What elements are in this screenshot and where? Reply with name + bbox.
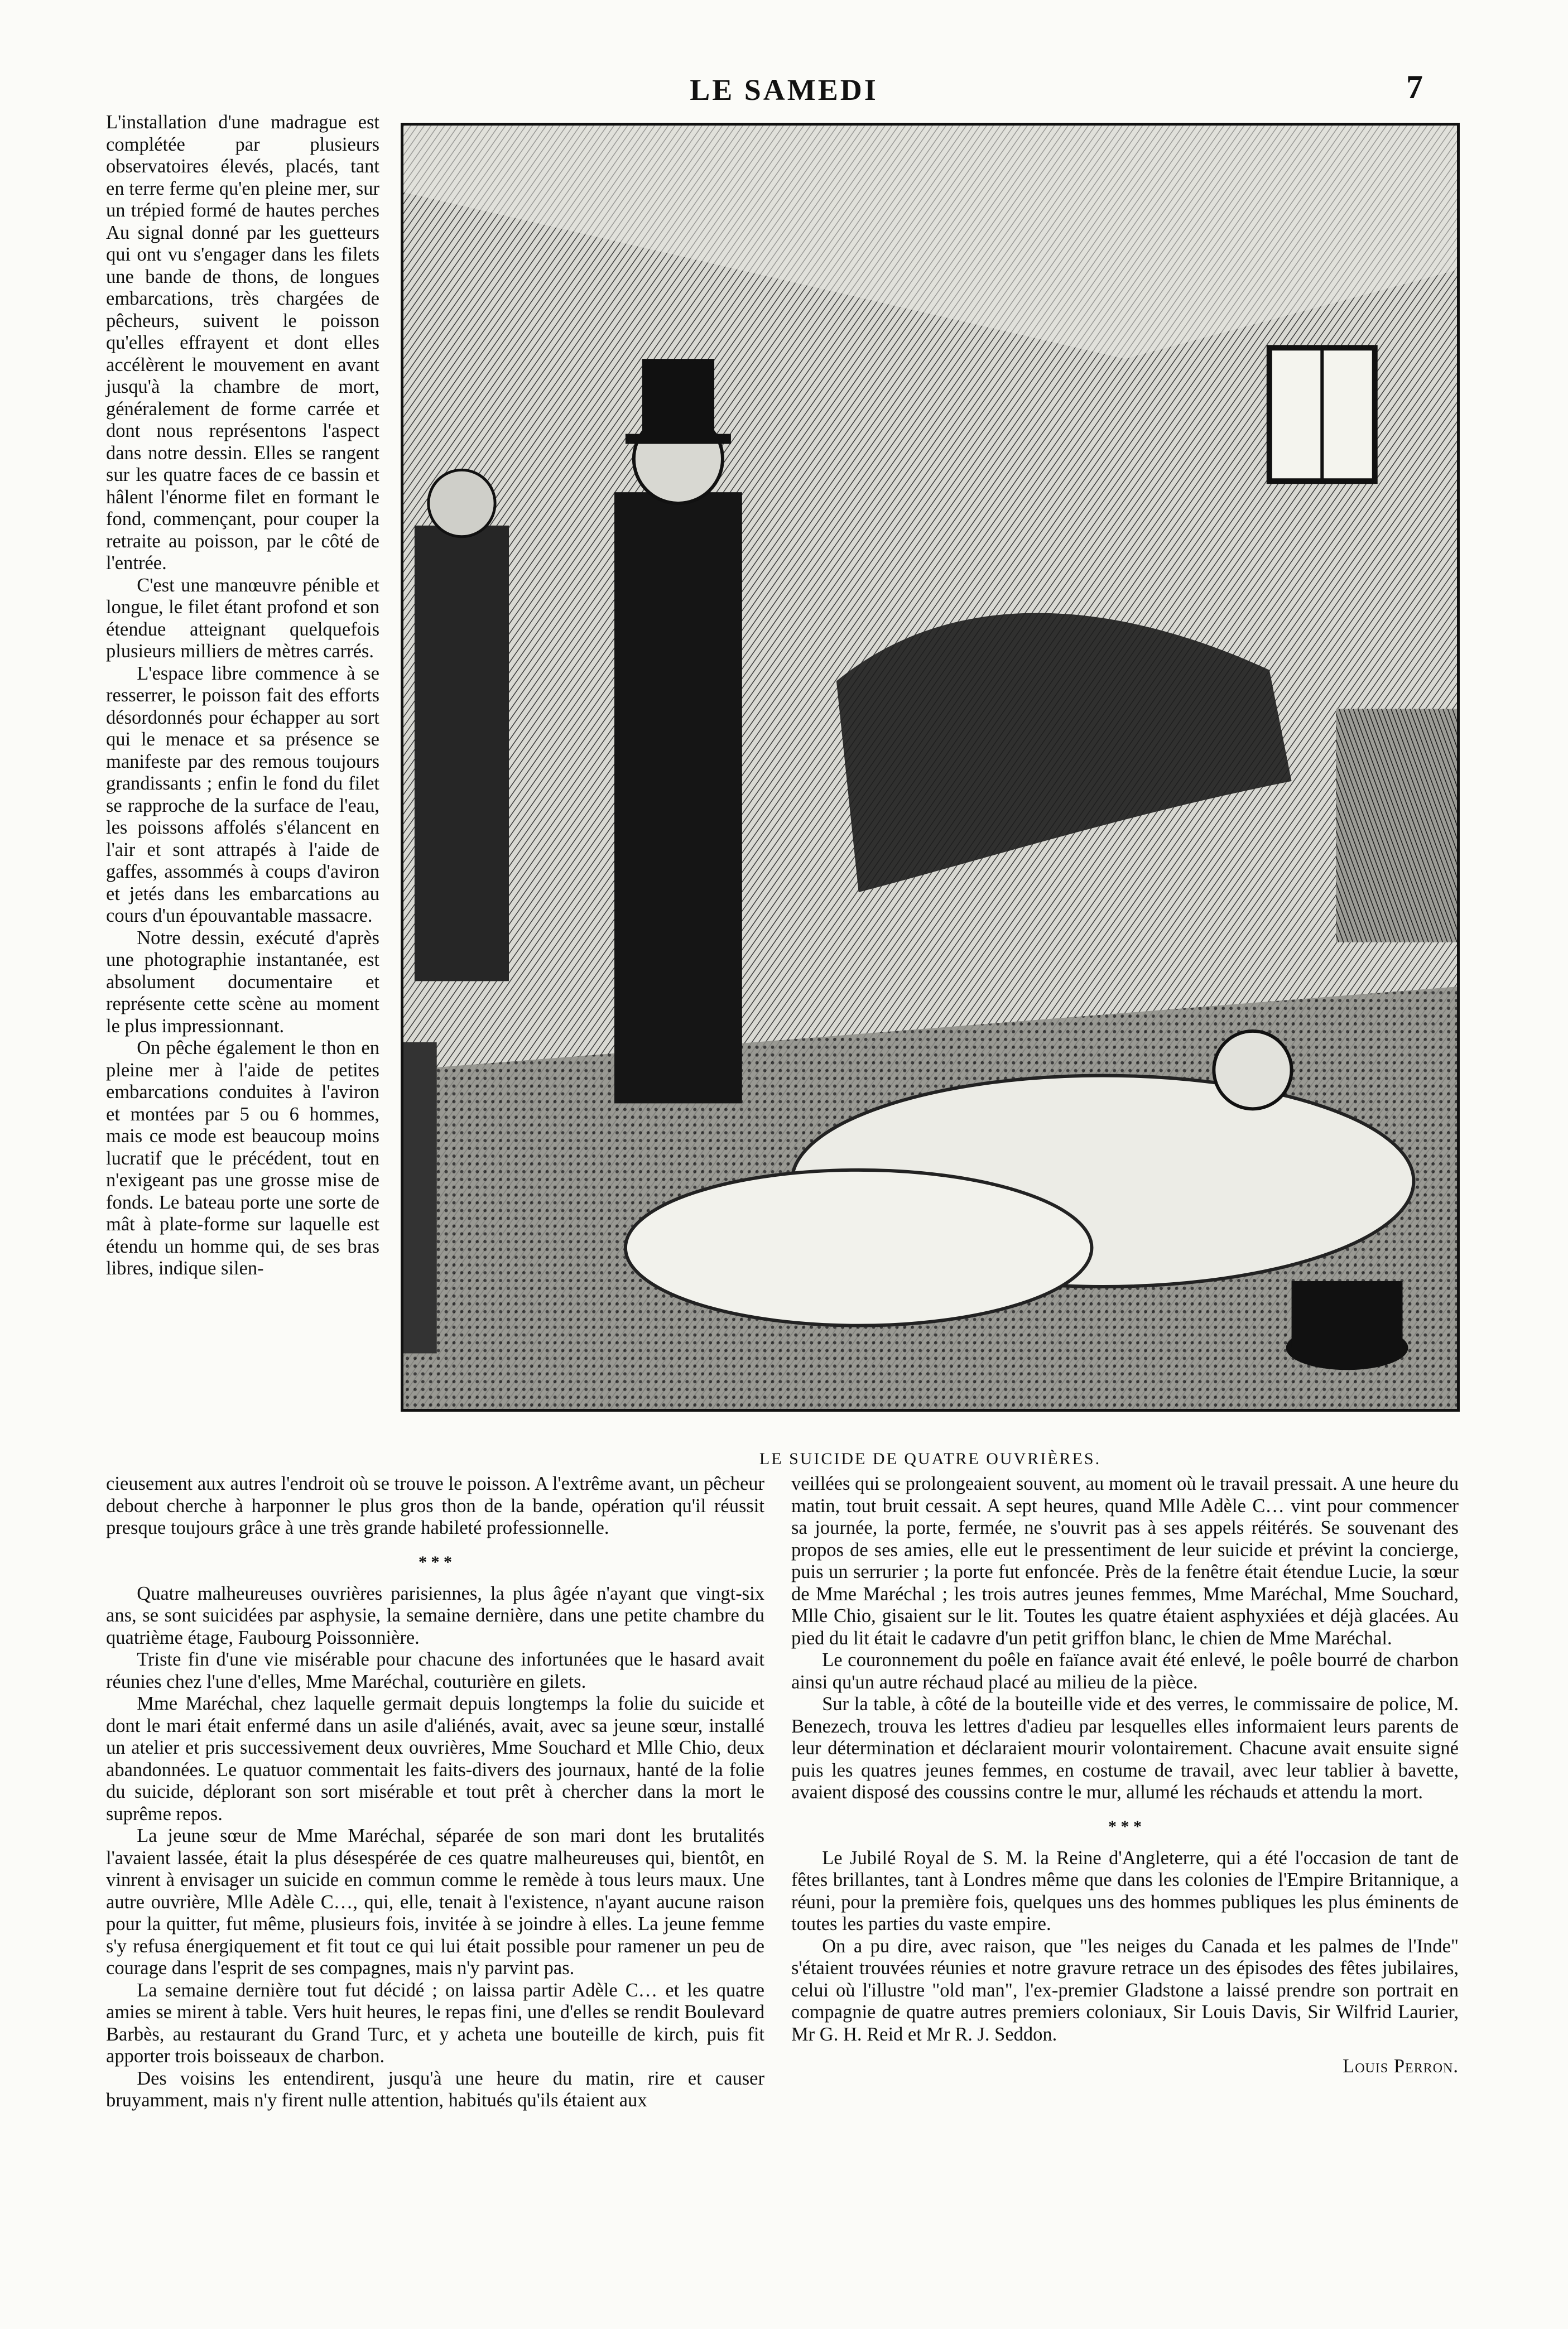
article-paragraph: On a pu dire, avec raison, que "les neiges du Canada et les palmes de l'Inde" s'étaient trouvées réunies et notre gravure retrace un des épisodes des fêtes jubilaires, celui où l'illustre "old man", l'ex-premier Gladstone a laissé prendre son portrait en compagnie de quatre autres premiers coloniaux, Sir Louis Davis, Sir Wilfrid Laurier, Mr G. H. Reid et Mr R. J. Seddon. bbox=[791, 1935, 1459, 2045]
article-paragraph: L'installation d'une madrague est complétée par plusieurs observatoires élevés, placés, tant en terre ferme qu'en pleine mer, sur un trépied formé de hautes perches Au signal donné par les guetteurs qui ont vu s'engager dans les filets une bande de thons, de longues embarcations, très chargées de pêcheurs, suivent le poisson qu'elles effrayent et dont elles accélèrent le mouvement en avant jusqu'à la chambre de mort, généralement de forme carrée et dont nous représentons l'aspect dans notre dessin. Elles se rangent sur les quatre faces de ce bassin et hâlent l'énorme filet en formant le fond, commençant, pour couper la retraite au poisson, par le côté de l'entrée. bbox=[106, 112, 379, 574]
article-paragraph: L'espace libre commence à se resserrer, le poisson fait des efforts désordonnés pour échapper au sort qui le menace et sa présence se manifeste par des remous toujours grandissants ; enfin le fond du filet se rapproche de la surface de l'eau, les poissons affolés s'élancent en l'air et sont attrapés à l'aide de gaffes, assommés à coups d'aviron et jetés dans les embarcations au cours d'un épouvantable massacre. bbox=[106, 662, 379, 926]
illustration-caption: LE SUICIDE DE QUATRE OUVRIÈRES. bbox=[759, 1450, 1102, 1468]
lower-left-column bbox=[106, 1473, 764, 2112]
article-paragraph: Notre dessin, exécuté d'après une photographie instantanée, est absolument documentaire et représente cette scène au moment le plus impressionnant. bbox=[106, 927, 379, 1037]
standing-figure bbox=[415, 526, 509, 981]
lower-right-column bbox=[791, 1473, 1459, 2078]
page-number: 7 bbox=[1406, 69, 1423, 105]
article-paragraph: La semaine dernière tout fut décidé ; on laissa partir Adèle C… et les quatre amies se mirent à table. Vers huit heures, le repas fini, une d'elles se rendit Boulevard Barbès, au restaurant du Grand Turc, et y acheta une bouteille de kirch, puis fit apporter trois boisseaux de charbon. bbox=[106, 1979, 764, 2067]
lying-figure bbox=[626, 1170, 1092, 1326]
left-column bbox=[106, 112, 379, 1280]
running-head-title: LE SAMEDI bbox=[690, 73, 878, 107]
article-paragraph: La jeune sœur de Mme Maréchal, séparée de son mari dont les brutalités l'avaient lassée, était la plus désespérée de ces quatre malheureuses qui, bientôt, en vinrent à envisager un suicide en commun comme le remède à tous leurs maux. Une autre ouvrière, Mlle Adèle C…, qui, elle, tenait à l'existence, n'ayant aucune raison pour la quitter, fut même, plusieurs fois, invitée à se joindre à elles. La jeune femme s'y refusa énergiquement et fit tout ce qui lui était possible pour ramener un peu de courage dans l'esprit de ses compagnes, mais n'y parvint pas. bbox=[106, 1825, 764, 1979]
standing-figure bbox=[614, 492, 742, 1103]
article-paragraph: veillées qui se prolongeaient souvent, au moment où le travail pressait. A une heure du matin, tout bruit cessait. A sept heures, quand Mlle Adèle C… vint pour commencer sa journée, la porte, fermée, ne s'ouvrit pas à ses appels réitérés. Se souvenant des propos de ses amies, elle eut le pressentiment de leur suicide et prévint la concierge, puis un serrurier ; la porte fut enfoncée. Près de la fenêtre était étendue Lucie, la sœur de Mme Maréchal ; les trois autres jeunes femmes, Mme Maréchal, Mme Souchard, Mlle Chio, gisaient sur le lit. Toutes les quatre étaient asphyxiées et déjà glacées. Au pied du lit était le cadavre d'un petit griffon blanc, le chien de Mme Maréchal. bbox=[791, 1473, 1459, 1649]
article-paragraph: Des voisins les entendirent, jusqu'à une heure du matin, rire et causer bruyamment, mais n'y firent nulle attention, habitués qu'ils étaient aux bbox=[106, 2067, 764, 2111]
article-continuation: cieusement aux autres l'endroit où se trouve le poisson. A l'extrême avant, un pêcheur debout cherche à harponner le plus gros thon de la bande, opération qu'il réussit presque toujours grâce à une très grande habileté professionnelle. bbox=[106, 1473, 764, 1538]
engraving-scene bbox=[403, 126, 1457, 1409]
article-paragraph: On pêche également le thon en pleine mer à l'aide de petites embarcations conduites à l'aviron et montées par 5 ou 6 hommes, mais ce mode est beaucoup moins lucratif que le précédent, tout en n'exigeant pas une grosse mise de fonds. Le bateau porte une sorte de mât à plate-forme sur laquelle est étendu un homme qui, de ses bras libres, indique silen- bbox=[106, 1037, 379, 1279]
section-separator: * * * bbox=[419, 1552, 452, 1571]
engraving-illustration bbox=[401, 123, 1460, 1412]
article-paragraph: Quatre malheureuses ouvrières parisiennes, la plus âgée n'ayant que vingt-six ans, se sont suicidées par asphysie, la semaine dernière, dans une petite chambre du quatrième étage, Faubourg Poissonnière. bbox=[106, 1582, 764, 1648]
article-paragraph: Sur la table, à côté de la bouteille vide et des verres, le commissaire de police, M. Benezech, trouva les lettres d'adieu par lesquelles elles informaient leurs parents de leur détermination et déclaraient mourir volontairement. Chacune avait ensuite signé puis les quatres jeunes femmes, en costume de travail, avec leur tablier à bavette, avaient disposé des coussins contre le mur, allumé les réchauds et attendu la mort. bbox=[791, 1693, 1459, 1803]
article-paragraph: Le Jubilé Royal de S. M. la Reine d'Angleterre, qui a été l'occasion de tant de fêtes brillantes, tant à Londres même que dans les colonies de l'Empire Britannique, a réuni, pour la première fois, quelques uns des hommes publiques les plus éminents de toutes les parties du vaste empire. bbox=[791, 1847, 1459, 1935]
section-separator: * * * bbox=[1108, 1817, 1142, 1836]
author-signature: Louis Perron. bbox=[1343, 2056, 1459, 2077]
article-paragraph: Triste fin d'une vie misérable pour chacune des infortunées que le hasard avait réunies chez l'une d'elles, Mme Maréchal, couturière en gilets. bbox=[106, 1649, 764, 1692]
article-paragraph: Mme Maréchal, chez laquelle germait depuis longtemps la folie du suicide et dont le mari était enfermé dans un asile d'aliénés, avait, avec sa jeune sœur, installé un atelier et pris successivement deux ouvrières, Mme Souchard et Mlle Chio, deux abandonnées. Le quatuor commentait les faits-divers des journaux, hanté de la folie du suicide, déplorant son sort misérable et tout prêt à chercher dans la mort le suprême repos. bbox=[106, 1693, 764, 1825]
article-paragraph: Le couronnement du poêle en faïance avait été enlevé, le poêle bourré de charbon ainsi qu'un autre réchaud placé au milieu de la pièce. bbox=[791, 1649, 1459, 1693]
article-paragraph: C'est une manœuvre pénible et longue, le filet étant profond et son étendue atteignant quelquefois plusieurs milliers de mètres carrés. bbox=[106, 574, 379, 662]
